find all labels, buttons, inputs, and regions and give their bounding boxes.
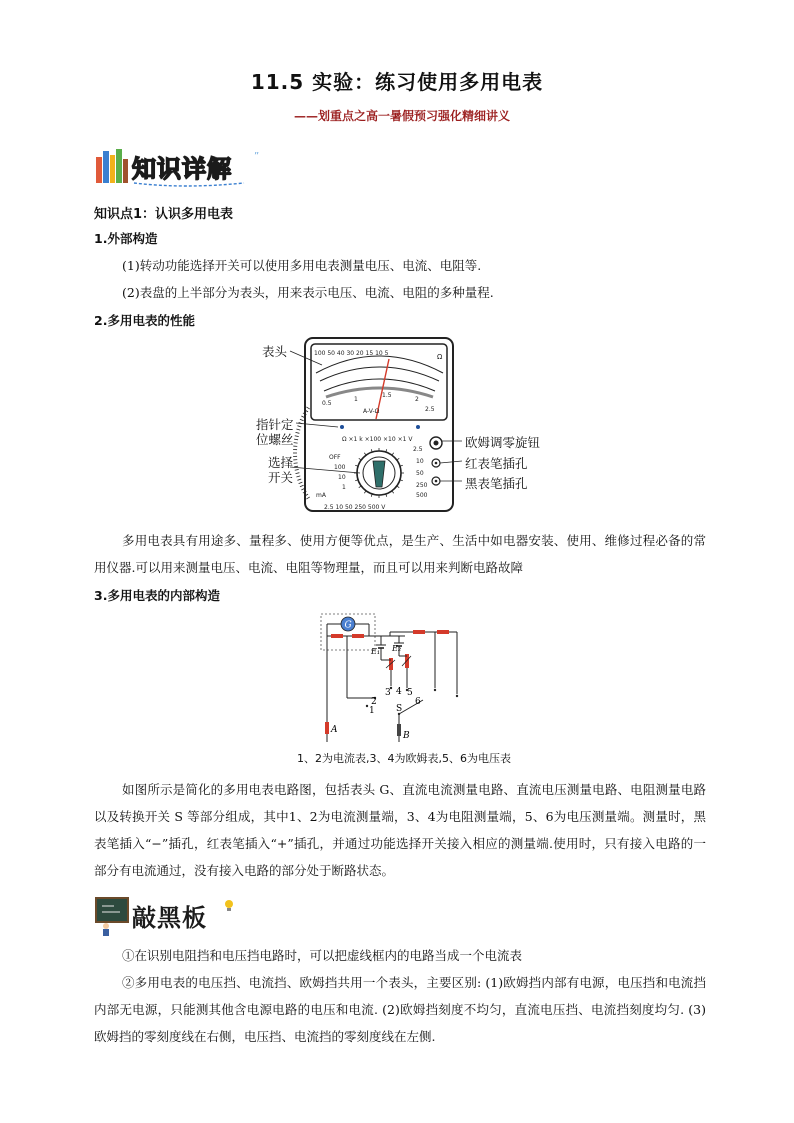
svg-text:500: 500: [416, 492, 428, 499]
svg-text:1: 1: [354, 396, 358, 403]
svg-text:6: 6: [415, 697, 421, 707]
svg-text:B: B: [403, 731, 410, 741]
meter-mid-symbols: A-V-Ω: [363, 408, 380, 415]
svg-text:2.5: 2.5: [413, 446, 423, 453]
meter-top-scale: 100 50 40 30 20 15 10 5: [314, 350, 389, 357]
page-title: 11.5 实验：练习使用多用电表: [250, 70, 544, 94]
label-black-jack: 黑表笔插孔: [465, 476, 528, 491]
scale-tick: [294, 466, 298, 467]
section-heading: 知识点1：认识多用电表: [94, 207, 234, 222]
scale-tick: [296, 432, 300, 433]
scale-tick: [295, 436, 299, 437]
svg-text:”: ”: [254, 151, 260, 162]
svg-text:250: 250: [416, 482, 428, 489]
meter-off-label: OFF: [329, 454, 341, 461]
scale-tick: [297, 479, 301, 480]
svg-text:E₁: E₁: [371, 647, 381, 656]
lightbulb-icon: [222, 898, 236, 912]
note-2: ②多用电表的电压挡、电流挡、欧姆挡共用一个表头，主要区别: (1)欧姆挡内部有电源，电压挡和电流挡内部无电源，只能测其他含电源电路的电压和电流. (2)欧姆挡刻度不均匀，直流电压挡、电流挡刻度均匀. (3)欧姆挡的零刻度线在右侧，电压挡、电流挡的零刻度线在左侧.: [94, 975, 706, 1044]
banner-label: 知识详解: [132, 155, 232, 183]
circuit-caption: 1、2为电流表,3、4为欧姆表,5、6为电压表: [297, 752, 511, 765]
label-meter-head: 表头: [262, 344, 288, 359]
scale-tick: [297, 426, 301, 427]
multimeter-figure: [250, 335, 580, 515]
banner-label: 敲黑板: [132, 904, 207, 932]
svg-text:4: 4: [396, 687, 402, 697]
scale-tick: [296, 429, 300, 430]
page-subtitle: ——划重点之高一暑假预习强化精细讲义: [293, 109, 510, 123]
svg-text:100: 100: [334, 464, 346, 471]
meter-range-row: Ω ×1 k ×100 ×10 ×1 V: [342, 436, 413, 443]
svg-text:3: 3: [385, 688, 391, 698]
subheading-performance: 2.多用电表的性能: [94, 313, 195, 328]
circuit-figure: [295, 612, 511, 772]
svg-text:2: 2: [371, 697, 377, 707]
svg-text:50: 50: [416, 470, 424, 477]
scale-tick: [295, 469, 299, 470]
svg-text:5: 5: [407, 688, 413, 698]
svg-text:2: 2: [415, 396, 419, 403]
blackboard-banner: [94, 896, 254, 936]
svg-text:1: 1: [342, 484, 346, 491]
meter-ma-label: mA: [316, 492, 326, 499]
paragraph-circuit: 如图所示是简化的多用电表电路图，包括表头 G、直流电流测量电路、直流电压测量电路、电阻测量电路以及转换开关 S 等部分组成，其中1、2为电流测量端，3、4为电阻测量端，5、6为电压测量端。测量时，黑表笔插入“−”插孔，红表笔插入“+”插孔，并通过功能选择开关接入相应的测量端.使用时，只有接入电路的一部分有电流通过，没有接入电路的部分处于断路状态。: [94, 782, 706, 878]
scale-tick: [296, 476, 300, 477]
scale-tick: [296, 473, 300, 474]
scale-tick: [294, 439, 298, 440]
scale-tick: [300, 485, 304, 487]
paragraph-item-1: (1)转动功能选择开关可以使用多用电表测量电压、电流、电阻等.: [122, 258, 482, 273]
scale-tick: [300, 419, 304, 421]
paragraph-performance: 多用电表具有用途多、量程多、使用方便等优点，是生产、生活中如电器安装、使用、维修过程必备的常用仪器.可以用来测量电压、电流、电阻等物理量，而且可以用来判断电路故障: [94, 533, 706, 575]
knowledge-banner: [94, 145, 274, 185]
svg-text:1: 1: [369, 706, 375, 716]
paragraph-item-2: (2)表盘的上半部分为表头，用来表示电压、电流、电阻的多种量程.: [122, 285, 494, 300]
svg-text:10: 10: [338, 474, 346, 481]
label-ohm-knob: 欧姆调零旋钮: [465, 435, 541, 450]
label-red-jack: 红表笔插孔: [465, 456, 528, 471]
svg-text:10: 10: [416, 458, 424, 465]
svg-text:A: A: [331, 725, 338, 735]
subheading-internal: 3.多用电表的内部构造: [94, 588, 220, 603]
note-1: ①在识别电阻挡和电压挡电路时，可以把虚线框内的电路当成一个电流表: [122, 948, 523, 963]
svg-text:G: G: [344, 620, 352, 631]
blackboard-icon: [94, 896, 130, 936]
meter-bottom-ranges: 2.5 10 50 250 500 V: [324, 504, 386, 511]
subheading-external: 1.外部构造: [94, 231, 158, 246]
svg-text:S: S: [396, 704, 403, 714]
label-pointer-screw-2: 位螺丝: [256, 432, 294, 447]
multimeter-drawing: [250, 335, 580, 515]
label-switch-1: 选择: [268, 455, 294, 470]
meter-ohm-symbol: Ω: [437, 353, 443, 361]
svg-text:1.5: 1.5: [382, 392, 392, 399]
svg-text:2.5: 2.5: [425, 406, 435, 413]
svg-text:E₂: E₂: [392, 644, 402, 653]
circuit-diagram: [295, 612, 495, 747]
label-switch-2: 开关: [268, 470, 294, 485]
label-pointer-screw-1: 指针定: [256, 417, 294, 432]
svg-text:0.5: 0.5: [322, 400, 332, 407]
scale-tick: [299, 482, 303, 483]
